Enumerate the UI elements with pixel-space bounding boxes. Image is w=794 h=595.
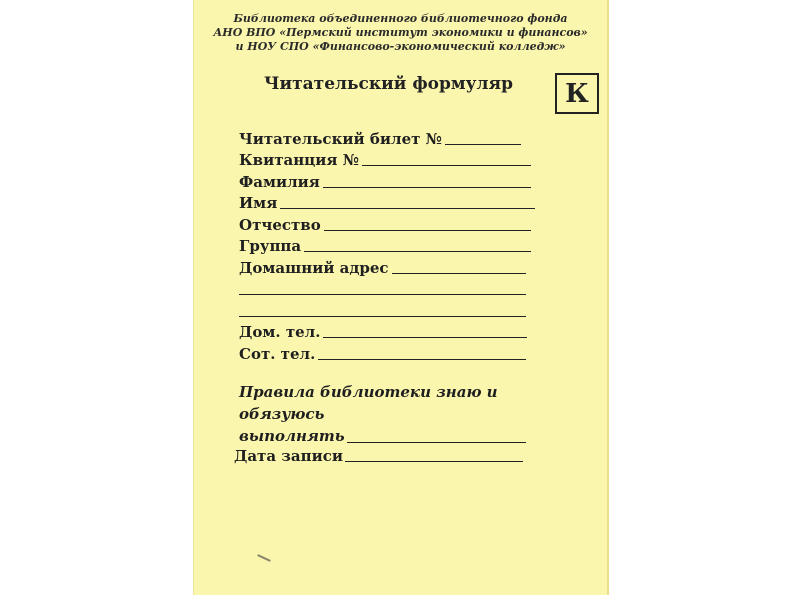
group-blank-line[interactable]	[304, 251, 531, 252]
name-label: Имя	[239, 194, 278, 212]
address-label: Домашний адрес	[239, 258, 389, 277]
surname-label: Фамилия	[239, 172, 320, 191]
receipt-blank-line[interactable]	[362, 165, 531, 166]
signature-blank-line[interactable]	[347, 442, 526, 443]
field-group	[239, 234, 531, 256]
field-surname	[239, 169, 531, 191]
field-ticket	[239, 126, 531, 148]
address-extra-line-1[interactable]	[239, 277, 531, 299]
date-label: Дата записи	[234, 447, 343, 465]
field-patronymic	[239, 212, 531, 234]
form-fields	[239, 126, 531, 363]
pencil-mark	[257, 554, 271, 562]
header-line-1: Библиотека объединенного библиотечного фонда	[233, 12, 568, 25]
field-receipt	[239, 148, 531, 170]
header-line-2: АНО ВПО «Пермский институт экономики и финансов»	[213, 26, 588, 39]
receipt-label: Квитанция №	[239, 151, 359, 169]
rules-line-1: Правила библиотеки знаю и обязуюсь	[239, 383, 498, 423]
form-title: Читательский формуляр	[264, 74, 513, 94]
field-home-phone	[239, 320, 531, 342]
rules-line-2: выполнять	[239, 427, 345, 445]
surname-blank-line[interactable]	[323, 187, 531, 188]
header-line-3: и НОУ СПО «Финансово-экономический колледж»	[235, 40, 566, 53]
rules-line-2-row	[239, 425, 526, 447]
field-address	[239, 255, 531, 277]
group-label: Группа	[239, 237, 302, 255]
ticket-blank-line[interactable]	[445, 144, 521, 145]
field-mobile-phone	[239, 341, 531, 363]
reader-form-card	[193, 0, 609, 595]
mobile-phone-blank-line[interactable]	[318, 359, 526, 360]
name-blank-line[interactable]	[280, 208, 535, 209]
field-registration-date	[234, 447, 523, 465]
library-rules-pledge	[239, 381, 569, 447]
category-stamp: К	[555, 73, 599, 114]
patronymic-label: Отчество	[239, 215, 321, 234]
home-phone-blank-line[interactable]	[323, 337, 527, 338]
library-header	[194, 12, 607, 54]
patronymic-blank-line[interactable]	[324, 230, 531, 231]
field-name	[239, 191, 531, 213]
ticket-label: Читательский билет №	[239, 129, 442, 148]
address-blank-line[interactable]	[392, 273, 526, 274]
home-phone-label: Дом. тел.	[239, 323, 321, 341]
mobile-phone-label: Сот. тел.	[239, 344, 316, 363]
address-extra-line-2[interactable]	[239, 298, 531, 320]
date-blank-line[interactable]	[345, 461, 523, 462]
